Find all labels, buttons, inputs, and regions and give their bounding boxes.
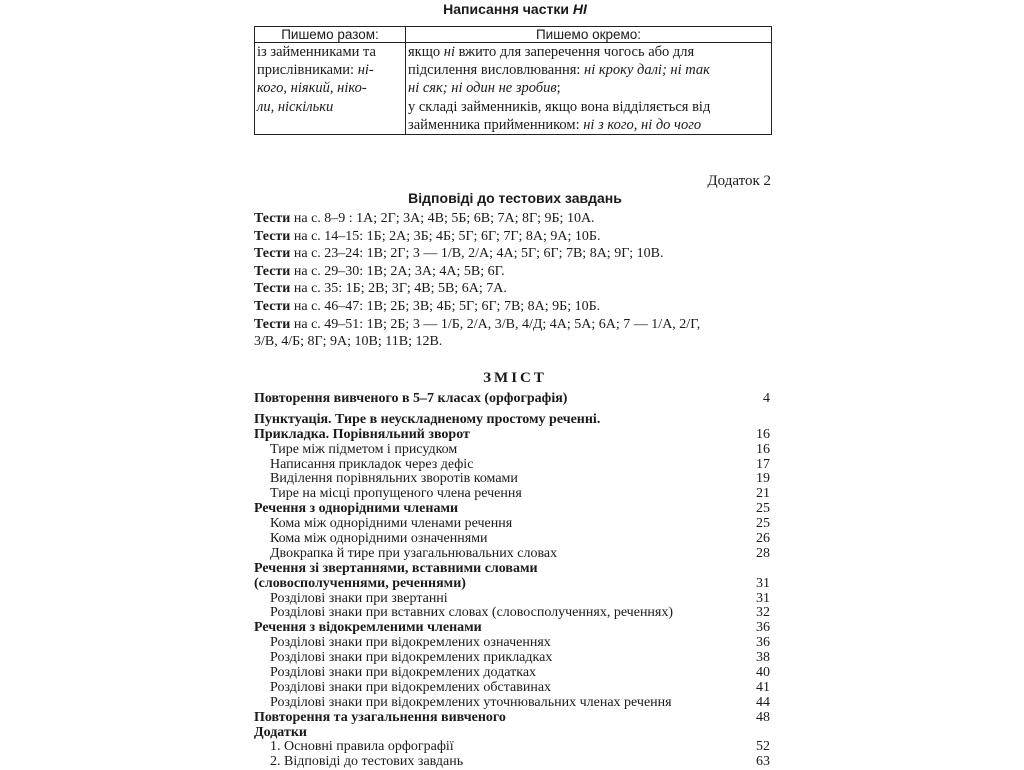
answer-label: Тести [254,316,291,332]
toc-entry-title: Кома між однорідними членами речення [270,516,513,532]
toc-entry-title: Речення з однорідними членами [254,501,459,517]
header-separate: Пишемо окремо: [406,27,772,43]
toc-entry-title: Повторення та узагальнення вивченого [254,709,506,725]
toc-entry-title: 2. Відповіді до тестових завдань [270,754,464,770]
answer-text: на с. 46–47: 1В; 2Б; 3В; 4Б; 5Г; 6Г; 7В; 8А; 9Б; 10Б. [290,298,601,314]
toc-entry-title: Написання прикладок через дефіс [270,456,474,472]
answer-row [254,228,779,246]
toc-entry [254,577,770,592]
text-span: ; [556,80,561,97]
answer-row [254,333,779,351]
separate-line [408,61,769,79]
toc-entry [254,681,770,696]
toc-entry-page: 21 [756,486,770,502]
together-line [257,43,403,61]
toc-entry [254,472,770,487]
italic-span: ні сяк; ні один не зробив [408,80,557,97]
answer-label: Тести [254,298,291,314]
answer-label: Тести [254,228,291,244]
toc-entry-page: 63 [756,754,770,770]
toc-entry-title: Виділення порівняльних зворотів комами [270,471,518,487]
toc-entry-title: Тире на місці пропущеного члена речення [270,486,522,502]
toc-entry-title: Розділові знаки при відокремлених уточнювальних членах речення [270,694,672,710]
answer-text: на с. 49–51: 1В; 2Б; 3 — 1/Б, 2/А, 3/В, 4/Д; 4А; 5А; 6А; 7 — 1/А, 2/Г, [290,316,701,332]
answer-text: на с. 14–15: 1Б; 2А; 3Б; 4Б; 5Г; 6Г; 7Г; 8А; 9А; 10Б. [290,228,601,244]
answer-label: Тести [254,263,291,279]
answer-row [254,245,779,263]
italic-span: кого, ніякий, ніко- [257,80,367,97]
toc-entry-page: 17 [756,456,770,472]
toc-title: ЗМІСТ [483,370,547,386]
separate-line [408,79,769,97]
toc-entry-title: Розділові знаки при звертанні [270,590,448,606]
answers-list [254,210,779,351]
table-header-row [255,27,772,43]
toc-entry [254,413,770,428]
italic-span: ні [443,44,455,60]
table-of-contents [254,392,770,770]
toc-entry [254,532,770,547]
answer-label: Тести [254,211,291,226]
toc-entry [254,487,770,502]
toc-entry-title: Повторення вивченого в 5–7 класах (орфографія) [254,391,568,406]
answer-label: Тести [254,281,291,297]
toc-entry-title: Розділові знаки при відокремлених прикладках [270,650,553,666]
answer-text: на с. 8–9 : 1А; 2Г; 3А; 4В; 5Б; 6В; 7А; 8Г; 9Б; 10А. [290,211,595,226]
answer-row [254,298,779,316]
toc-entry [254,443,770,458]
answers-title: Відповіді до тестових завдань [408,190,622,206]
separate-line [408,116,769,134]
toc-entry [254,696,770,711]
toc-entry-page: 48 [756,709,770,725]
italic-span: ні- [357,62,374,79]
together-line [257,79,403,97]
appendix-label: Додаток 2 [707,173,771,189]
text-span: у складі займенників, якщо вона відділяється від [408,98,711,115]
cell-together [255,43,406,135]
toc-entry-page: 32 [756,605,770,621]
toc-entry [254,740,770,755]
toc-entry-title: Розділові знаки при вставних словах (словосполученнях, реченнях) [270,605,674,621]
toc-entry-page: 16 [756,426,770,442]
italic-span: ні з кого, ні до чого [583,116,702,133]
toc-entry [254,562,770,577]
toc-entry [254,606,770,621]
toc-entry [254,502,770,517]
toc-entry-page: 31 [756,575,770,591]
toc-entry-page: 52 [756,739,770,755]
answer-text: 3/В, 4/Б; 8Г; 9А; 10В; 11В; 12В. [254,334,443,350]
toc-entry-title: Речення зі звертаннями, вставними словами [254,560,538,576]
toc-entry-title: Розділові знаки при відокремлених додатках [270,665,537,681]
separate-line [408,43,769,61]
table-row [255,43,772,135]
answer-text: на с. 23–24: 1В; 2Г; 3 — 1/В, 2/А; 4А; 5Г; 6Г; 7В; 8А; 9Г; 10В. [290,246,664,262]
toc-entry-page: 38 [756,650,770,666]
separate-line [408,98,769,116]
toc-entry [254,666,770,681]
rules-table [254,26,772,135]
text-span: вжито для заперечення чогось або для [455,44,695,60]
cell-separate [406,43,772,135]
toc-entry-title: 1. Основні правила орфографії [270,739,454,755]
toc-entry [254,547,770,562]
toc-entry-page: 25 [756,516,770,532]
toc-entry-title: Кома між однорідними означеннями [270,531,488,547]
toc-entry [254,592,770,607]
toc-entry-page: 31 [756,590,770,606]
toc-entry-page: 36 [756,635,770,651]
toc-entry [254,651,770,666]
toc-entry [254,517,770,532]
toc-entry [254,621,770,636]
italic-span: ні кроку далі; ні так [584,62,710,79]
text-span: прислівниками: [257,62,358,79]
table-title-particle: НІ [572,1,587,17]
answer-text: на с. 29–30: 1В; 2А; 3А; 4А; 5В; 6Г. [290,263,505,279]
toc-entry-page: 41 [756,679,770,695]
toc-entry [254,428,770,443]
toc-entry-title: Двокрапка й тире при узагальнювальних словах [270,545,558,561]
toc-entry-title: Додатки [254,724,307,740]
answer-row [254,316,779,334]
answer-row [254,280,779,298]
together-line [257,61,403,79]
header-together: Пишемо разом: [255,27,406,43]
answer-row [254,263,779,281]
toc-entry-page: 19 [756,471,770,487]
table-title-prefix: Написання частки [443,1,569,17]
toc-entry-title: Тире між підметом і присудком [270,441,458,457]
text-span: підсилення висловлювання: [408,62,585,79]
toc-entry-page: 25 [756,501,770,517]
toc-entry-page: 40 [756,665,770,681]
answer-text: на с. 35: 1Б; 2В; 3Г; 4В; 5В; 6А; 7А. [290,281,507,297]
toc-entry-page: 26 [756,531,770,547]
toc-entry-page: 28 [756,545,770,561]
toc-entry [254,636,770,651]
toc-entry-title: Речення з відокремленими членами [254,620,482,636]
toc-entry-page: 4 [763,391,770,406]
toc-entry-page: 44 [756,694,770,710]
toc-entry-title: (словосполученнями, реченнями) [254,575,466,591]
toc-entry-title: Розділові знаки при відокремлених обставинах [270,679,552,695]
toc-entry-page: 16 [756,441,770,457]
answer-row [254,210,779,228]
toc-entry-title: Пунктуація. Тире в неускладненому простому реченні. [254,411,601,427]
toc-entry [254,392,770,407]
toc-entry-title: Прикладка. Порівняльний зворот [254,426,470,442]
text-span: займенника прийменником: [408,116,584,133]
toc-entry [254,711,770,726]
together-line [257,98,403,116]
italic-span: ли, ніскільки [257,98,334,115]
toc-entry-title: Розділові знаки при відокремлених означеннях [270,635,551,651]
table-title [255,1,775,17]
toc-entry [254,726,770,741]
text-span: із займенниками та [257,44,376,60]
answer-label: Тести [254,246,291,262]
text-span: якщо [408,44,444,60]
toc-entry [254,458,770,473]
toc-entry-page: 36 [756,620,770,636]
